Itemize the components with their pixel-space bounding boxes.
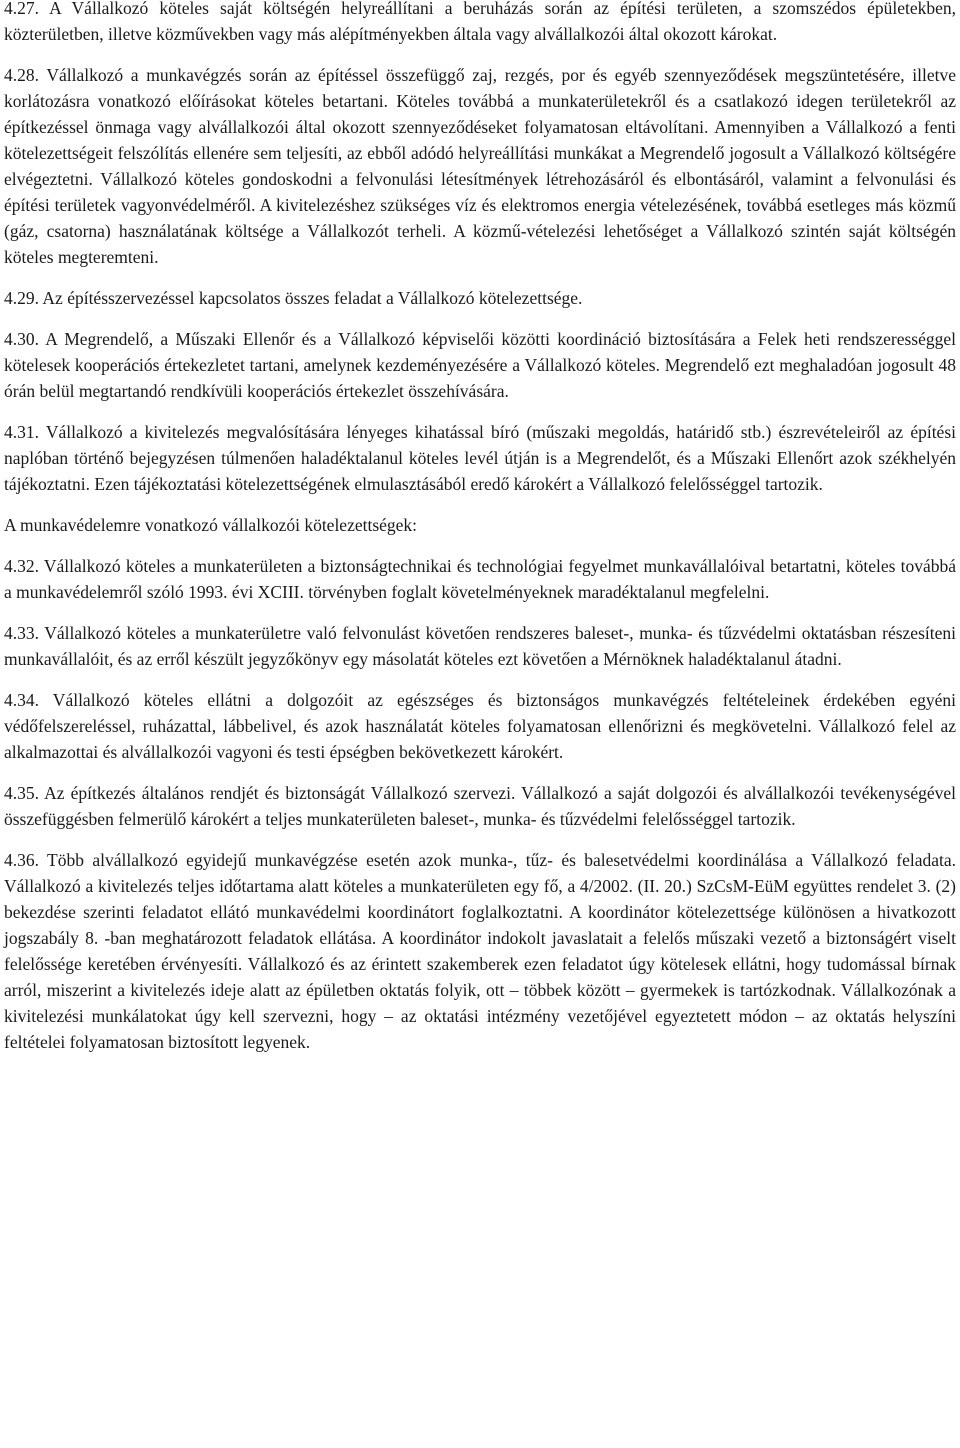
paragraph-4-32: 4.32. Vállalkozó köteles a munkaterületen a biztonságtechnikai és technológiai fegyelmet munkavállalóival betartatni, köteles továbbá a munkavédelemről szóló 1993. évi XCIII. törvényben foglalt követelményeknek maradéktalanul megfelelni. — [4, 556, 956, 602]
paragraph-4-36: 4.36. Több alvállalkozó egyidejű munkavégzése esetén azok munka-, tűz- és balesetvédelmi koordinálása a Vállalkozó feladata. Vállalkozó a kivitelezés teljes időtartama alatt köteles a munkaterületen egy fő, a 4/2002. (II. 20.) SzCsM-EüM együttes rendelet 3. (2) bekezdése szerinti feladatot ellátó munkavédelmi koordinátort foglalkoztatni. A koordinátor kötelezettsége különösen a hivatkozott jogszabály 8. -ban meghatározott feladatok ellátása. A koordinátor indokolt javaslatait a felelős műszaki vezető a biztonságért viselt felelőssége keretében érvényesíti. Vállalkozó és az érintett szakemberek ezen feladatot úgy kötelesek ellátni, hogy tudomással bírnak arról, miszerint a kivitelezés ideje alatt az épületben oktatás folyik, ott – többek között – gyermekek is tartózkodnak. Vállalkozónak a kivitelezési munkálatokat úgy kell szervezni, hogy – az oktatási intézmény vezetőjével egyeztetett módon – az oktatás helyszíni feltételei folyamatosan biztosított legyenek. — [4, 850, 956, 1052]
paragraph-4-29: 4.29. Az építésszervezéssel kapcsolatos összes feladat a Vállalkozó kötelezettsége. — [4, 288, 583, 308]
paragraph-4-27: 4.27. A Vállalkozó köteles saját költségén helyreállítani a beruházás során az építési területen, a szomszédos épületekben, közterületben, illetve közművekben vagy más alépítményekben általa vagy alvállalkozói által okozott károkat. — [4, 0, 956, 44]
paragraph-4-35: 4.35. Az építkezés általános rendjét és biztonságát Vállalkozó szervezi. Vállalkozó a saját dolgozói és alvállalkozói tevékenységével összefüggésben felmerülő károkért a teljes munkaterületen baleset-, munka- és tűzvédelmi felelősséggel tartozik. — [4, 783, 956, 829]
section-heading-munkavedelem: A munkavédelemre vonatkozó vállalkozói kötelezettségek: — [4, 515, 418, 535]
paragraph-4-33: 4.33. Vállalkozó köteles a munkaterületre való felvonulást követően rendszeres baleset-, munka- és tűzvédelmi oktatásban részesíteni munkavállalóit, és az erről készült jegyzőkönyv egy másolatát köteles ezt követően a Mérnöknek haladéktalanul átadni. — [4, 623, 956, 669]
paragraph-4-30: 4.30. A Megrendelő, a Műszaki Ellenőr és a Vállalkozó képviselői közötti koordináció biztosítására a Felek heti rendszerességgel kötelesek kooperációs értekezletet tartani, amelynek kezdeményezésére a Vállalkozó köteles. Megrendelő ezt meghaladóan jogosult 48 órán belül megtartandó rendkívüli kooperációs értekezlet összehívására. — [4, 329, 956, 401]
paragraph-4-31: 4.31. Vállalkozó a kivitelezés megvalósítására lényeges kihatással bíró (műszaki megoldás, határidő stb.) észrevételeiről az építési naplóban történő bejegyzésen túlmenően haladéktalanul köteles levél útján is a Megrendelőt, és a Műszaki Ellenőrt azok székhelyén tájékoztatni. Ezen tájékoztatási kötelezettségének elmulasztásából eredő károkért a Vállalkozó felelősséggel tartozik. — [4, 422, 956, 494]
paragraph-4-28: 4.28. Vállalkozó a munkavégzés során az építéssel összefüggő zaj, rezgés, por és egyéb szennyeződések megszüntetésére, illetve korlátozásra vonatkozó előírásokat köteles betartani. Köteles továbbá a munkaterületekről és a csatlakozó idegen területekről az építkezéssel önmaga vagy alvállalkozói által okozott szennyeződéseket folyamatosan eltávolítani. Amennyiben a Vállalkozó a fenti kötelezettségeit felszólítás ellenére sem teljesíti, az ebből adódó helyreállítási munkákat a Megrendelő jogosult a Vállalkozó költségére elvégeztetni. Vállalkozó köteles gondoskodni a felvonulási létesítmények létrehozásáról és elbontásáról, valamint a felvonulási és építési területek vagyonvédelméről. A kivitelezéshez szükséges víz és elektromos energia vételezésének, továbbá esetleges más közmű (gáz, csatorna) használatának költsége a Vállalkozót terheli. A közmű-vételezési lehetőséget a Vállalkozó szintén saját költségén köteles megteremteni. — [4, 65, 956, 267]
paragraph-4-34: 4.34. Vállalkozó köteles ellátni a dolgozóit az egészséges és biztonságos munkavégzés feltételeinek érdekében egyéni védőfelszereléssel, ruházattal, lábbelivel, és azok használatát köteles folyamatosan ellenőrizni és megkövetelni. Vállalkozó felel az alkalmazottai és alvállalkozói vagyoni és testi épségben bekövetkezett károkért. — [4, 690, 956, 762]
document-page — [4, 0, 956, 1055]
